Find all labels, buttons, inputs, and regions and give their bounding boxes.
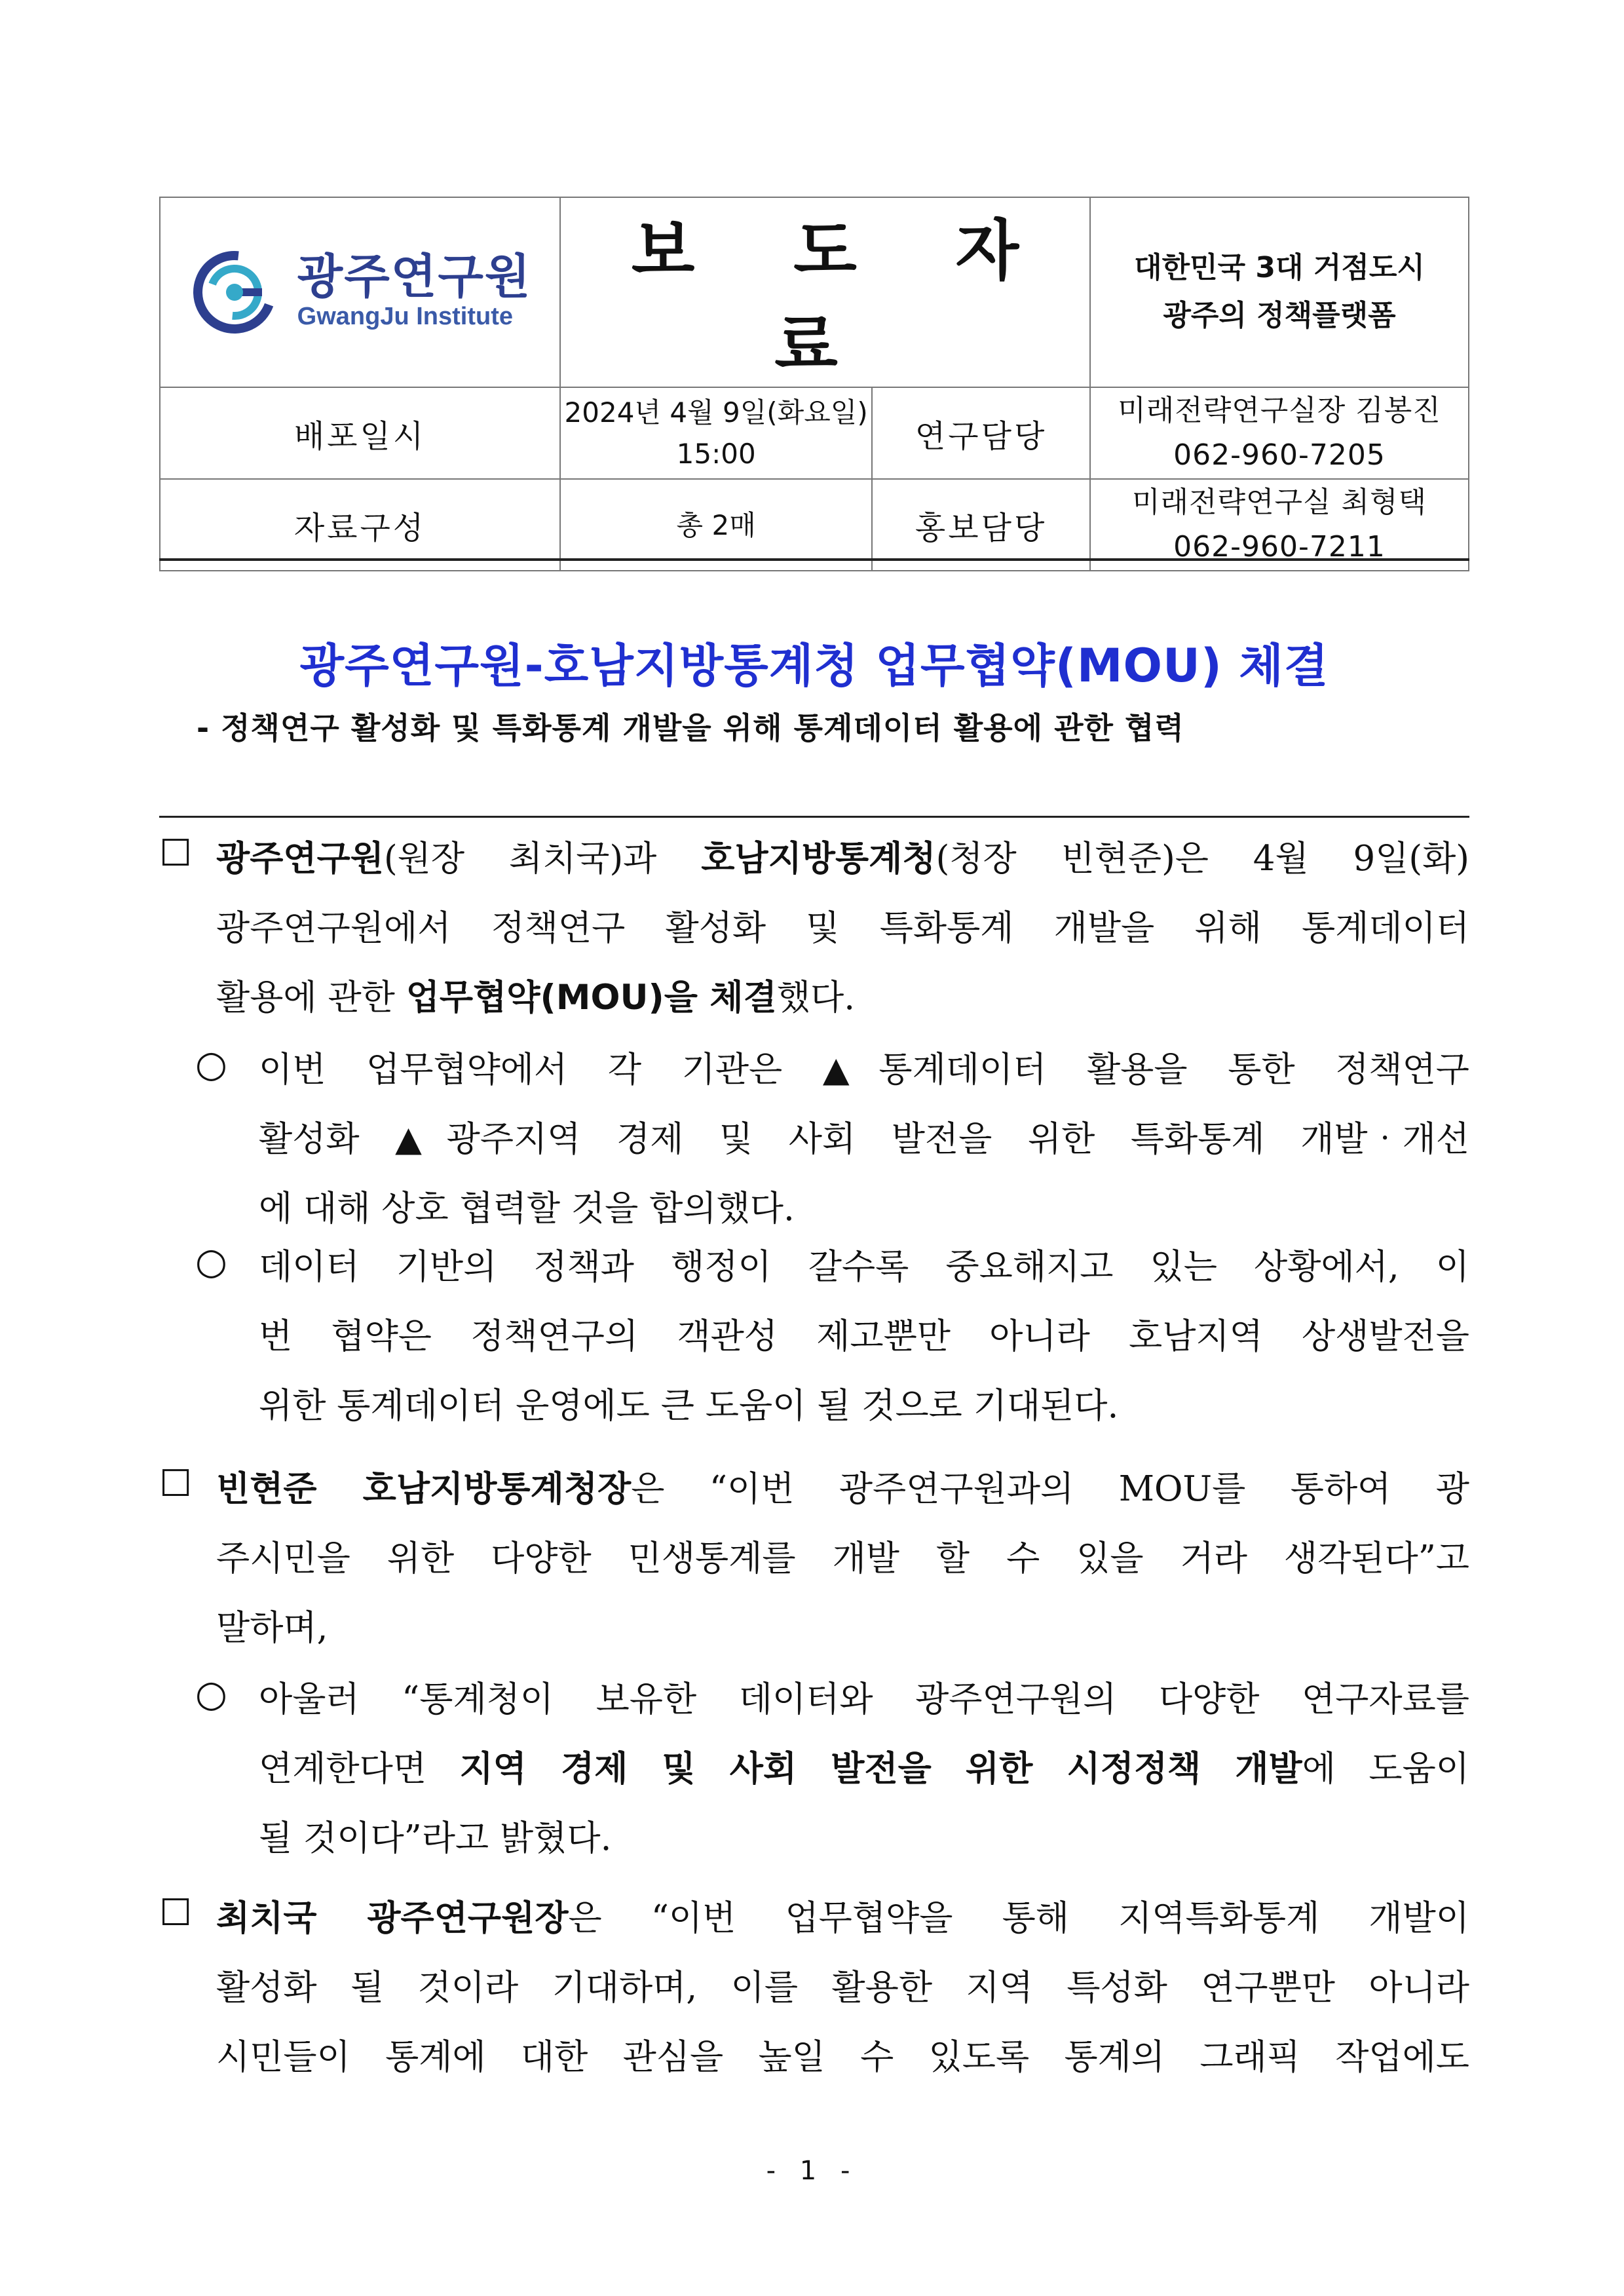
square-bullet-icon: ☐ [159, 1463, 193, 1505]
paragraph-2a-line-1: 아울러 “통계청이 보유한 데이터와 광주연구원의 다양한 연구자료를 [259, 1679, 1469, 1719]
press-title: 보 도 자 료 [631, 212, 1057, 383]
dist-value-cell [560, 387, 872, 479]
paragraph-2 [216, 1455, 1469, 1663]
dist-label-cell [160, 387, 560, 479]
paragraph-2a [259, 1665, 1469, 1873]
material-value: 총 2매 [676, 508, 756, 541]
logo-korean-name: 광주연구원 [297, 249, 532, 305]
page-subtitle: - 정책연구 활성화 및 특화통계 개발을 위해 통계데이터 활용에 관한 협력 [197, 710, 1184, 746]
paragraph-1a-line-3: 에 대해 상호 협력할 것을 합의했다. [259, 1189, 795, 1229]
paragraph-1-line-2: 광주연구원에서 정책연구 활성화 및 특화통계 개발을 위해 통계데이터 [216, 908, 1469, 948]
paragraph-2-text-a: 은 “이번 광주연구원과의 MOU를 통하여 광 [631, 1469, 1469, 1509]
paragraph-1-text-b: (청장 빈현준)은 4월 9일(화) [935, 839, 1469, 879]
distribution-date: 2024년 4월 9일(화요일) [564, 396, 868, 429]
paragraph-1a [259, 1035, 1469, 1244]
circle-bullet-icon: ○ [195, 1043, 227, 1086]
research-contact-person: 미래전략연구실장 김봉진 [1118, 393, 1441, 427]
org-name-honam-statistics: 호남지방통계청 [701, 839, 936, 879]
slogan-cell [1090, 197, 1469, 387]
pr-contact-label: 홍보담당 [915, 509, 1048, 546]
distribution-time: 15:00 [676, 438, 756, 470]
circle-bullet-icon: ○ [195, 1673, 227, 1715]
logo-cell [160, 197, 560, 387]
distribution-label: 배포일시 [293, 417, 426, 455]
header-divider [159, 558, 1469, 561]
paragraph-1a-line-2: 활성화 ▲광주지역 경제 및 사회 발전을 위한 특화통계 개발‧개선 [259, 1119, 1469, 1159]
org-name-gwangju: 광주연구원 [216, 839, 384, 879]
square-bullet-icon: ☐ [159, 1892, 193, 1934]
paragraph-3 [216, 1884, 1469, 2092]
statistics-chief-name: 빈현준 호남지방통계청장 [216, 1469, 632, 1509]
pr-label-cell [872, 479, 1090, 571]
paragraph-2a-text-b: 에 도움이 [1302, 1749, 1470, 1789]
institute-president-name: 최치국 광주연구원장 [216, 1898, 569, 1938]
gwangju-institute-logo-icon [189, 246, 280, 338]
paragraph-1-text-d: 했다. [776, 978, 856, 1018]
research-contact-label: 연구담당 [915, 417, 1048, 455]
paragraph-1-text-a: (원장 최치국)과 [384, 839, 702, 879]
paragraph-1b [259, 1233, 1469, 1441]
paragraph-2a-text-a: 연계한다면 [259, 1749, 460, 1789]
page-title: 광주연구원-호남지방통계청 업무협약(MOU) 체결 [299, 639, 1329, 693]
paragraph-1b-line-3: 위한 통계데이터 운영에도 큰 도움이 될 것으로 기대된다. [259, 1386, 1119, 1426]
research-label-cell [872, 387, 1090, 479]
paragraph-1b-line-2: 번 협약은 정책연구의 객관성 제고뿐만 아니라 호남지역 상생발전을 [259, 1316, 1469, 1356]
paragraph-1 [216, 824, 1469, 1033]
pr-contact-phone: 062-960-7211 [1173, 530, 1386, 564]
pr-contact-person: 미래전략연구실 최형택 [1131, 485, 1427, 519]
paragraph-1-text-c: 활용에 관한 [216, 978, 406, 1018]
pr-value-cell [1090, 479, 1469, 571]
slogan-line-1: 대한민국 3대 거점도시 [1134, 251, 1425, 285]
material-value-cell [560, 479, 872, 571]
paragraph-1a-line-1: 이번 업무협약에서 각 기관은 ▲통계데이터 활용을 통한 정책연구 [259, 1050, 1469, 1090]
page-number: - 1 - [766, 2156, 858, 2186]
paragraph-1b-line-1: 데이터 기반의 정책과 행정이 갈수록 중요해지고 있는 상황에서, 이 [259, 1247, 1469, 1287]
paragraph-1-bold-mou: 업무협약(MOU)을 체결 [406, 978, 777, 1018]
paragraph-2a-bold: 지역 경제 및 사회 발전을 위한 시정정책 개발 [459, 1749, 1302, 1789]
press-title-cell [560, 197, 1090, 387]
header-table [159, 197, 1469, 571]
paragraph-3-line-2: 활성화 될 것이라 기대하며, 이를 활용한 지역 특성화 연구뿐만 아니라 [216, 1968, 1469, 2008]
paragraph-3-line-3: 시민들이 통계에 대한 관심을 높일 수 있도록 통계의 그래픽 작업에도 [216, 2037, 1469, 2077]
paragraph-2a-line-3: 될 것이다”라고 밝혔다. [259, 1818, 612, 1858]
research-value-cell [1090, 387, 1469, 479]
material-label: 자료구성 [293, 509, 426, 546]
slogan-line-2: 광주의 정책플랫폼 [1163, 299, 1396, 332]
title-divider [159, 816, 1469, 818]
square-bullet-icon: ☐ [159, 832, 193, 875]
paragraph-2-line-2: 주시민을 위한 다양한 민생통계를 개발 할 수 있을 거라 생각된다”고 [216, 1539, 1469, 1578]
research-contact-phone: 062-960-7205 [1173, 438, 1386, 472]
logo-english-name: GwangJu Institute [297, 303, 514, 330]
paragraph-2-line-3: 말하며, [216, 1608, 328, 1648]
material-label-cell [160, 479, 560, 571]
paragraph-3-text-a: 은 “이번 업무협약을 통해 지역특화통계 개발이 [568, 1898, 1470, 1938]
circle-bullet-icon: ○ [195, 1240, 227, 1283]
